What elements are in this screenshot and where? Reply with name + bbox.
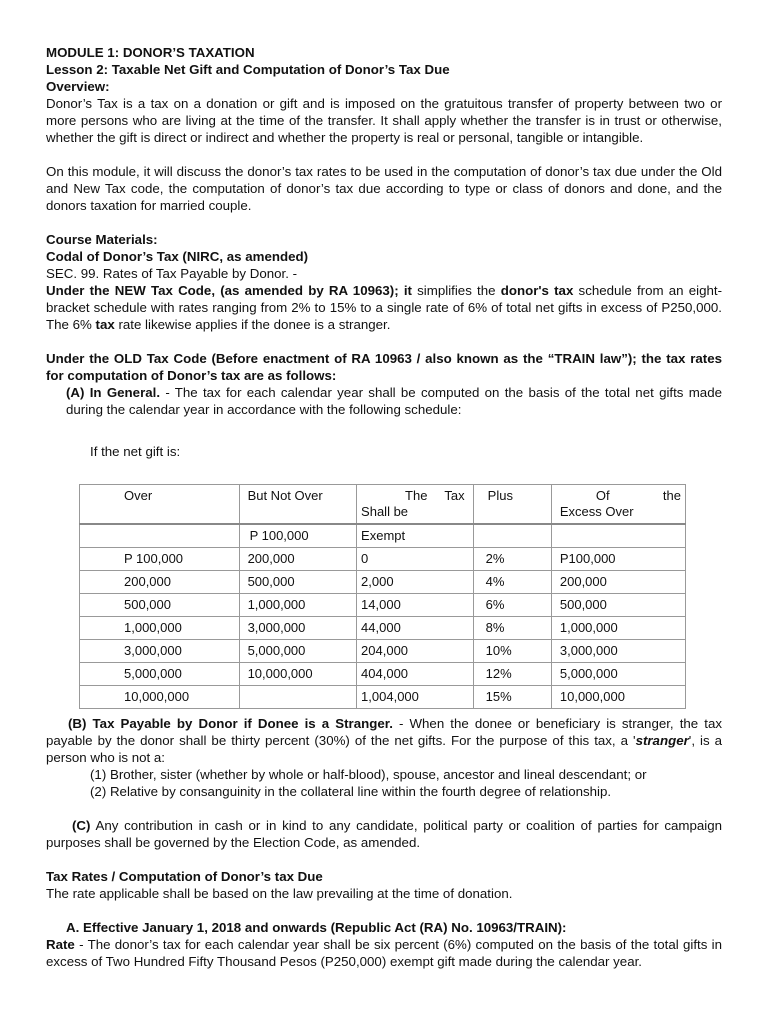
old-tax-code-heading: Under the OLD Tax Code (Before enactment of RA 10963 / also known as the “TRAIN law”); the tax rates for computation of Donor’s tax are as follows: bbox=[46, 351, 722, 383]
table-header-row bbox=[80, 485, 686, 525]
if-net-gift-label: If the net gift is: bbox=[90, 444, 181, 459]
donors-tax-schedule-table bbox=[79, 484, 686, 709]
table-row: 1,000,000 3,000,000 44,000 8% 1,000,000 bbox=[80, 617, 686, 640]
table-row: 5,000,000 10,000,000 404,000 12% 5,000,000 bbox=[80, 663, 686, 686]
sec99-title: SEC. 99. Rates of Tax Payable by Donor. - bbox=[46, 266, 298, 281]
rate-paragraph: Rate - The donor’s tax for each calendar year shall be six percent (6%) computed on the basis of the total gifts in excess of Two Hundred Fifty Thousand Pesos (P250,000) exempt gift made during the calendar year. bbox=[46, 937, 722, 969]
header-but-not-over: But Not Over bbox=[239, 485, 356, 525]
contribution-paragraph: (C) Any contribution in cash or in kind to any candidate, political party or coalition of parties for campaign purposes shall be governed by the Election Code, as amended. bbox=[46, 818, 722, 850]
table-row: 200,000 500,000 2,000 4% 200,000 bbox=[80, 571, 686, 594]
header-tax-shall-be: The Tax Shall be bbox=[357, 485, 474, 525]
stranger-label: (B) Tax Payable by Donor if Donee is a Stranger. bbox=[68, 716, 393, 731]
tax-rates-text: The rate applicable shall be based on the law prevailing at the time of donation. bbox=[46, 886, 513, 901]
lower-section bbox=[46, 715, 722, 970]
overview-heading: Overview: bbox=[46, 79, 110, 94]
codal-heading: Codal of Donor’s Tax (NIRC, as amended) bbox=[46, 249, 309, 264]
in-general-paragraph: (A) In General. - The tax for each calendar year shall be computed on the basis of the total net gifts made during the calendar year in accordance with the following schedule: bbox=[66, 385, 722, 417]
list-item: (1) Brother, sister (whether by whole or half-blood), spouse, ancestor and lineal descendant; or bbox=[90, 767, 647, 782]
table-row: 500,000 1,000,000 14,000 6% 500,000 bbox=[80, 594, 686, 617]
table-row: P 100,000 200,000 0 2% P100,000 bbox=[80, 548, 686, 571]
contribution-label: (C) bbox=[72, 818, 91, 833]
header-plus: Plus bbox=[473, 485, 551, 525]
stranger-paragraph: (B) Tax Payable by Donor if Donee is a Stranger. - When the donee or beneficiary is stranger, the tax payable by the donor shall be thirty percent (30%) of the net gifts. For the purpose of this tax, a 'stranger', is a person who is not a: bbox=[46, 716, 723, 765]
header-over: Over bbox=[80, 485, 240, 525]
in-general-label: (A) In General. bbox=[66, 385, 161, 400]
table-row: 3,000,000 5,000,000 204,000 10% 3,000,000 bbox=[80, 640, 686, 663]
module-title: MODULE 1: DONOR’S TAXATION bbox=[46, 45, 255, 60]
list-item: (2) Relative by consanguinity in the collateral line within the fourth degree of relationship. bbox=[90, 784, 612, 799]
header-excess-over: Of the Excess Over bbox=[551, 485, 685, 525]
document-page bbox=[46, 44, 722, 418]
new-code-bold-3: tax bbox=[95, 317, 115, 332]
course-materials-heading: Course Materials: bbox=[46, 232, 158, 247]
rate-label: Rate bbox=[46, 937, 75, 952]
table-row: 10,000,000 1,004,000 15% 10,000,000 bbox=[80, 686, 686, 709]
new-code-bold-2: donor's tax bbox=[500, 283, 574, 298]
overview-paragraph-1: Donor’s Tax is a tax on a donation or gift and is imposed on the gratuitous transfer of property between two or more persons who are living at the time of the transfer. It shall apply whether the transfer is in trust or otherwise, whether the gift is direct or indirect and whether the property is real or personal, tangible or intangible. bbox=[46, 96, 722, 145]
new-tax-code-paragraph: Under the NEW Tax Code, (as amended by RA 10963); it simplifies the donor's tax schedule from an eight-bracket schedule with rates ranging from 2% to 15% to a single rate of 6% of total net gifts in excess of P250,000. The 6% tax rate likewise applies if the donee is a stranger. bbox=[46, 283, 723, 332]
section-a-heading: A. Effective January 1, 2018 and onwards (Republic Act (RA) No. 10963/TRAIN): bbox=[66, 920, 567, 935]
lesson-title: Lesson 2: Taxable Net Gift and Computation of Donor’s Tax Due bbox=[46, 62, 450, 77]
stranger-word: stranger bbox=[635, 733, 689, 748]
overview-paragraph-2: On this module, it will discuss the donor’s tax rates to be used in the computation of donor’s tax due under the Old and New Tax code, the computation of donor’s tax due according to type or class of donors and done, and the donors taxation for married couple. bbox=[46, 164, 722, 213]
new-code-bold-1: Under the NEW Tax Code, (as amended by RA 10963); it bbox=[46, 283, 412, 298]
table-row: P 100,000 Exempt bbox=[80, 524, 686, 548]
tax-rates-heading: Tax Rates / Computation of Donor’s tax Due bbox=[46, 869, 323, 884]
